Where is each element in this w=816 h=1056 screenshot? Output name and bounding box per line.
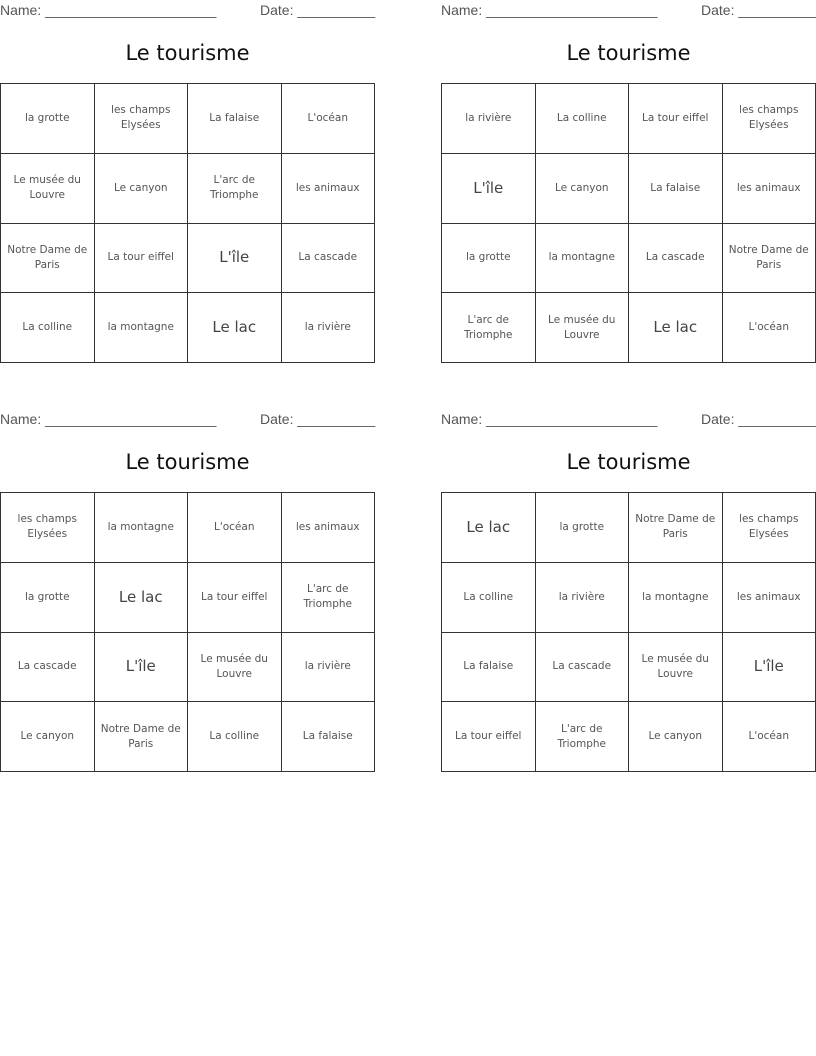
bingo-cell: La falaise [442,633,536,703]
bingo-grid [0,492,375,772]
bingo-cell: L'arc de Triomphe [442,293,536,363]
bingo-cell: Le musée du Louvre [1,154,95,224]
bingo-cell: Notre Dame de Paris [1,224,95,294]
card-title: Le tourisme [125,450,250,474]
bingo-cell: L'arc de Triomphe [282,563,376,633]
card-header [0,2,375,20]
bingo-cell: L'océan [188,493,282,563]
bingo-cell: la montagne [536,224,630,294]
name-field: Name: ______________________ [0,411,217,427]
bingo-cell: Notre Dame de Paris [629,493,723,563]
bingo-cell: les animaux [723,154,816,224]
bingo-cell: Le lac [442,493,536,563]
bingo-cell: la rivière [536,563,630,633]
bingo-cell: La tour eiffel [629,84,723,154]
bingo-cell: Le canyon [95,154,189,224]
bingo-cell: L'arc de Triomphe [536,702,630,772]
bingo-cell: La colline [188,702,282,772]
bingo-cell: la montagne [95,493,189,563]
card-header [0,411,375,429]
bingo-cell: la rivière [282,293,376,363]
bingo-cell: L'île [188,224,282,294]
date-field: Date: __________ [260,2,376,18]
bingo-cell: La cascade [629,224,723,294]
bingo-grid [0,83,375,363]
bingo-grid [441,83,816,363]
bingo-cell: L'arc de Triomphe [188,154,282,224]
card-title: Le tourisme [125,41,250,65]
bingo-cell: Le musée du Louvre [188,633,282,703]
name-field: Name: ______________________ [0,2,217,18]
bingo-cell: La colline [1,293,95,363]
bingo-cell: la montagne [95,293,189,363]
date-field: Date: __________ [701,411,816,427]
bingo-cell: la grotte [1,563,95,633]
bingo-cell: Le lac [188,293,282,363]
name-field: Name: ______________________ [441,411,658,427]
bingo-cell: la grotte [1,84,95,154]
bingo-cell: La cascade [536,633,630,703]
bingo-cell: Le canyon [536,154,630,224]
bingo-cell: La tour eiffel [188,563,282,633]
bingo-cell: L'océan [282,84,376,154]
name-field: Name: ______________________ [441,2,658,18]
date-field: Date: __________ [701,2,816,18]
bingo-cell: L'océan [723,702,816,772]
bingo-cell: les champs Elysées [723,84,816,154]
bingo-cell: les champs Elysées [1,493,95,563]
bingo-cell: les champs Elysées [723,493,816,563]
bingo-cell: La falaise [188,84,282,154]
bingo-cell: La tour eiffel [442,702,536,772]
bingo-cell: L'océan [723,293,816,363]
card-header [441,2,816,20]
bingo-cell: les champs Elysées [95,84,189,154]
bingo-cell: La falaise [629,154,723,224]
bingo-cell: la montagne [629,563,723,633]
card-title: Le tourisme [566,41,691,65]
bingo-cell: Le canyon [1,702,95,772]
bingo-cell: La tour eiffel [95,224,189,294]
bingo-cell: L'île [95,633,189,703]
bingo-cell: La cascade [1,633,95,703]
bingo-cell: Le canyon [629,702,723,772]
bingo-cell: Notre Dame de Paris [723,224,816,294]
bingo-cell: Le musée du Louvre [536,293,630,363]
card-header [441,411,816,429]
bingo-grid [441,492,816,772]
date-field: Date: __________ [260,411,376,427]
bingo-cell: Le lac [629,293,723,363]
bingo-cell: les animaux [723,563,816,633]
bingo-cell: Le musée du Louvre [629,633,723,703]
bingo-cell: L'île [723,633,816,703]
bingo-cell: L'île [442,154,536,224]
bingo-cell: Le lac [95,563,189,633]
bingo-cell: la rivière [442,84,536,154]
bingo-cell: La colline [442,563,536,633]
bingo-cell: La colline [536,84,630,154]
bingo-cell: La cascade [282,224,376,294]
bingo-cell: La falaise [282,702,376,772]
card-title: Le tourisme [566,450,691,474]
bingo-cell: la grotte [536,493,630,563]
bingo-cell: Notre Dame de Paris [95,702,189,772]
bingo-cell: la grotte [442,224,536,294]
bingo-cell: les animaux [282,493,376,563]
bingo-cell: la rivière [282,633,376,703]
bingo-cell: les animaux [282,154,376,224]
